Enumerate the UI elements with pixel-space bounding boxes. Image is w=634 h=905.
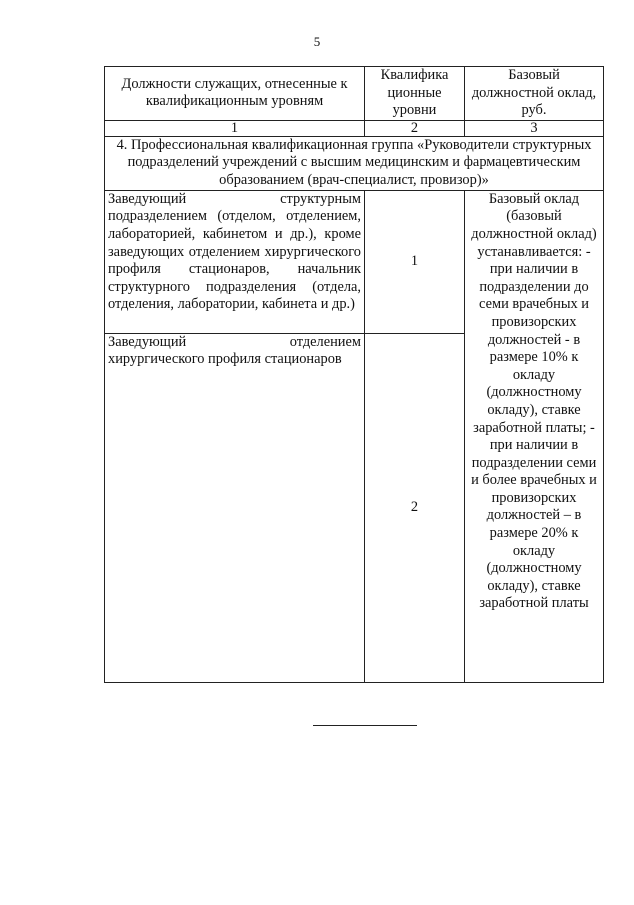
group-title-row [105,136,604,190]
column-number: 2 [365,120,465,136]
bottom-rule [313,725,417,726]
header-positions: Должности служащих, отнесенные к квалификационным уровням [105,67,365,121]
header-levels: Квалифика ционные уровни [365,67,465,121]
position-cell: Заведующий отделением хирургического профиля стационаров [105,333,365,682]
column-number: 3 [465,120,604,136]
group-title: 4. Профессиональная квалификационная группа «Руководители структурных подразделений учреждений с высшим медицинским и фармацевтическим образованием (врач-специалист, провизор)» [105,136,604,190]
level-cell: 2 [365,333,465,682]
page-number: 5 [313,34,321,49]
table-header-row [105,67,604,121]
level-cell: 1 [365,190,465,333]
column-number-row [105,120,604,136]
header-salary: Базовый должностной оклад, руб. [465,67,604,121]
position-cell: Заведующий структурным подразделением (отделом, отделением, лабораторией, кабинетом и др.), кроме заведующих отделением хирургического профиля стационаров, начальник структурного подразделения (отдела, отделения, лаборатории, кабинета и др.) [105,190,365,333]
column-number: 1 [105,120,365,136]
salary-cell: Базовый оклад (базовый должностной оклад) устанавливается: - при наличии в подразделении до семи врачебных и провизорских должностей - в размере 10% к окладу (должностному окладу), ставке заработной платы; - при наличии в подразделении семи и более врачебных и провизорских должностей – в размере 20% к окладу (должностному окладу), ставке заработной платы [465,190,604,682]
salary-table [104,66,604,683]
table-row [105,190,604,333]
